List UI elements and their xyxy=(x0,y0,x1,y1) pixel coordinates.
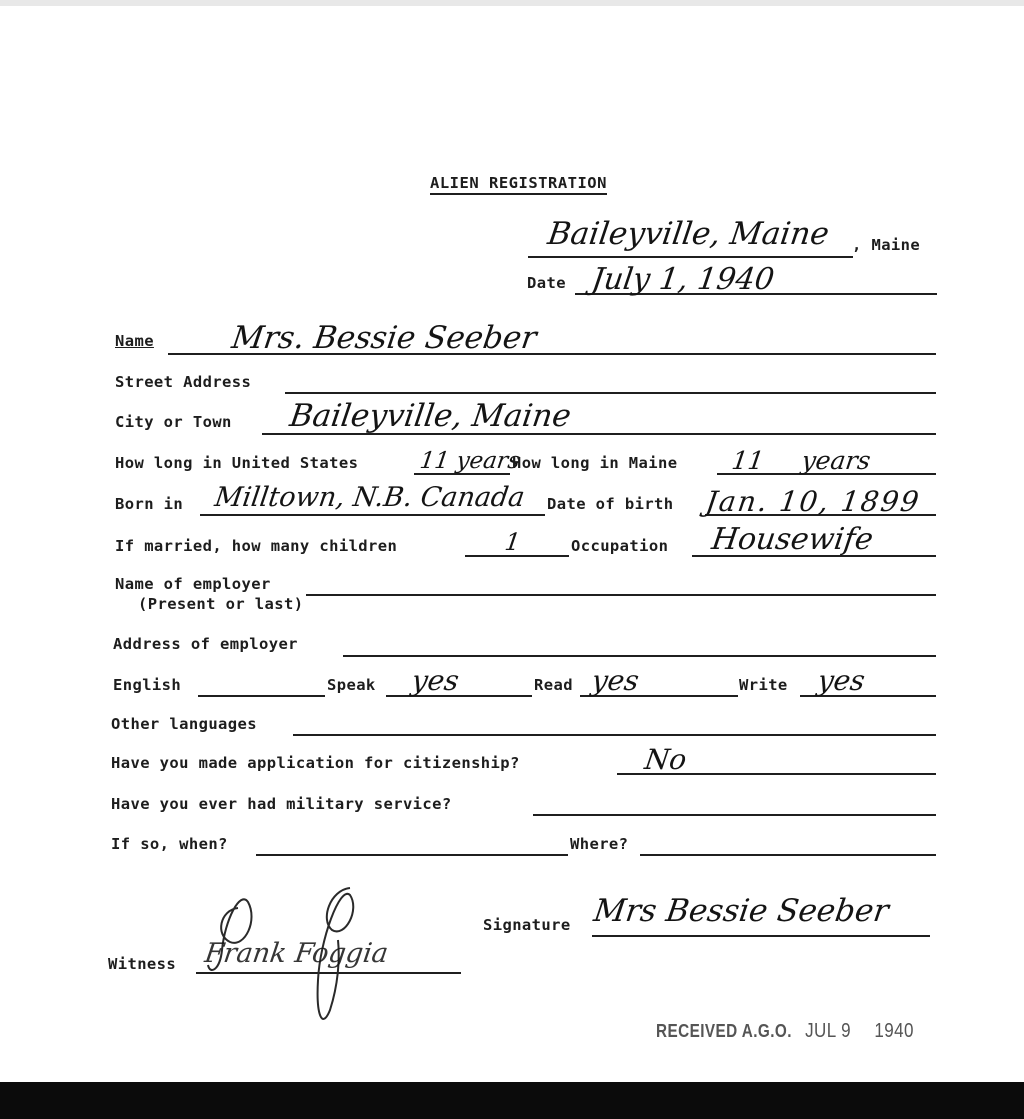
occupation-label: Occupation xyxy=(571,537,669,555)
stamp-received: RECEIVED A.G.O. xyxy=(656,1021,792,1041)
when-line xyxy=(256,854,568,856)
name-label: Name xyxy=(115,332,154,350)
state-label: , Maine xyxy=(852,236,921,254)
read-entry: yes xyxy=(589,664,642,697)
witness-entry: Frank Foggia xyxy=(202,938,391,969)
date-of-birth-label: Date of birth xyxy=(547,495,674,513)
other-languages-line xyxy=(293,734,936,736)
occupation-entry: Housewife xyxy=(709,522,876,557)
write-label: Write xyxy=(739,676,788,694)
born-in-line xyxy=(200,514,545,516)
write-entry: yes xyxy=(815,664,868,697)
born-in-label: Born in xyxy=(115,495,184,513)
signature-entry: Mrs Bessie Seeber xyxy=(591,893,891,929)
speak-label: Speak xyxy=(327,676,376,694)
if-so-when-label: If so, when? xyxy=(111,835,228,853)
form-title: ALIEN REGISTRATION xyxy=(430,174,607,195)
children-entry: 1 xyxy=(503,528,523,556)
english-line xyxy=(198,695,325,697)
speak-entry: yes xyxy=(409,664,462,697)
citizenship-entry: No xyxy=(642,743,689,776)
date-of-birth-entry: Jan. 10, 1899 xyxy=(703,485,923,518)
date-label: Date xyxy=(527,274,566,292)
employer-name-line xyxy=(306,594,936,596)
where-line xyxy=(640,854,936,856)
employer-note: (Present or last) xyxy=(138,595,304,613)
military-line xyxy=(533,814,936,816)
military-label: Have you ever had military service? xyxy=(111,795,452,813)
years-maine-entry: 11 years xyxy=(729,446,873,475)
employer-address-line xyxy=(343,655,936,657)
place-entry: Baileyville, Maine xyxy=(545,216,832,252)
employer-name-label: Name of employer xyxy=(115,575,271,593)
read-label: Read xyxy=(534,676,573,694)
scan-bottom-edge xyxy=(0,1082,1024,1119)
received-stamp xyxy=(656,1020,914,1043)
employer-address-label: Address of employer xyxy=(113,635,298,653)
how-long-us-label: How long in United States xyxy=(115,454,359,472)
signature-line xyxy=(592,935,930,937)
if-married-label: If married, how many children xyxy=(115,537,398,555)
street-address-line xyxy=(285,392,936,394)
born-in-entry: Milltown, N.B. Canada xyxy=(212,482,527,513)
how-long-maine-label: How long in Maine xyxy=(512,454,678,472)
place-line xyxy=(528,256,853,258)
years-us-entry: 11 years xyxy=(418,448,522,474)
signature-label: Signature xyxy=(483,916,571,934)
witness-label: Witness xyxy=(108,955,177,973)
city-label: City or Town xyxy=(115,413,232,431)
street-address-label: Street Address xyxy=(115,373,252,391)
other-languages-label: Other languages xyxy=(111,715,257,733)
citizenship-label: Have you made application for citizenship? xyxy=(111,754,520,772)
city-entry: Baileyville, Maine xyxy=(287,398,574,434)
date-entry: July 1, 1940 xyxy=(589,262,777,297)
stamp-year: 1940 xyxy=(874,1020,914,1042)
stamp-date: JUL 9 xyxy=(805,1020,851,1042)
english-label: English xyxy=(113,676,182,694)
name-entry: Mrs. Bessie Seeber xyxy=(229,320,539,356)
speak-line xyxy=(386,695,532,697)
where-label: Where? xyxy=(570,835,629,853)
